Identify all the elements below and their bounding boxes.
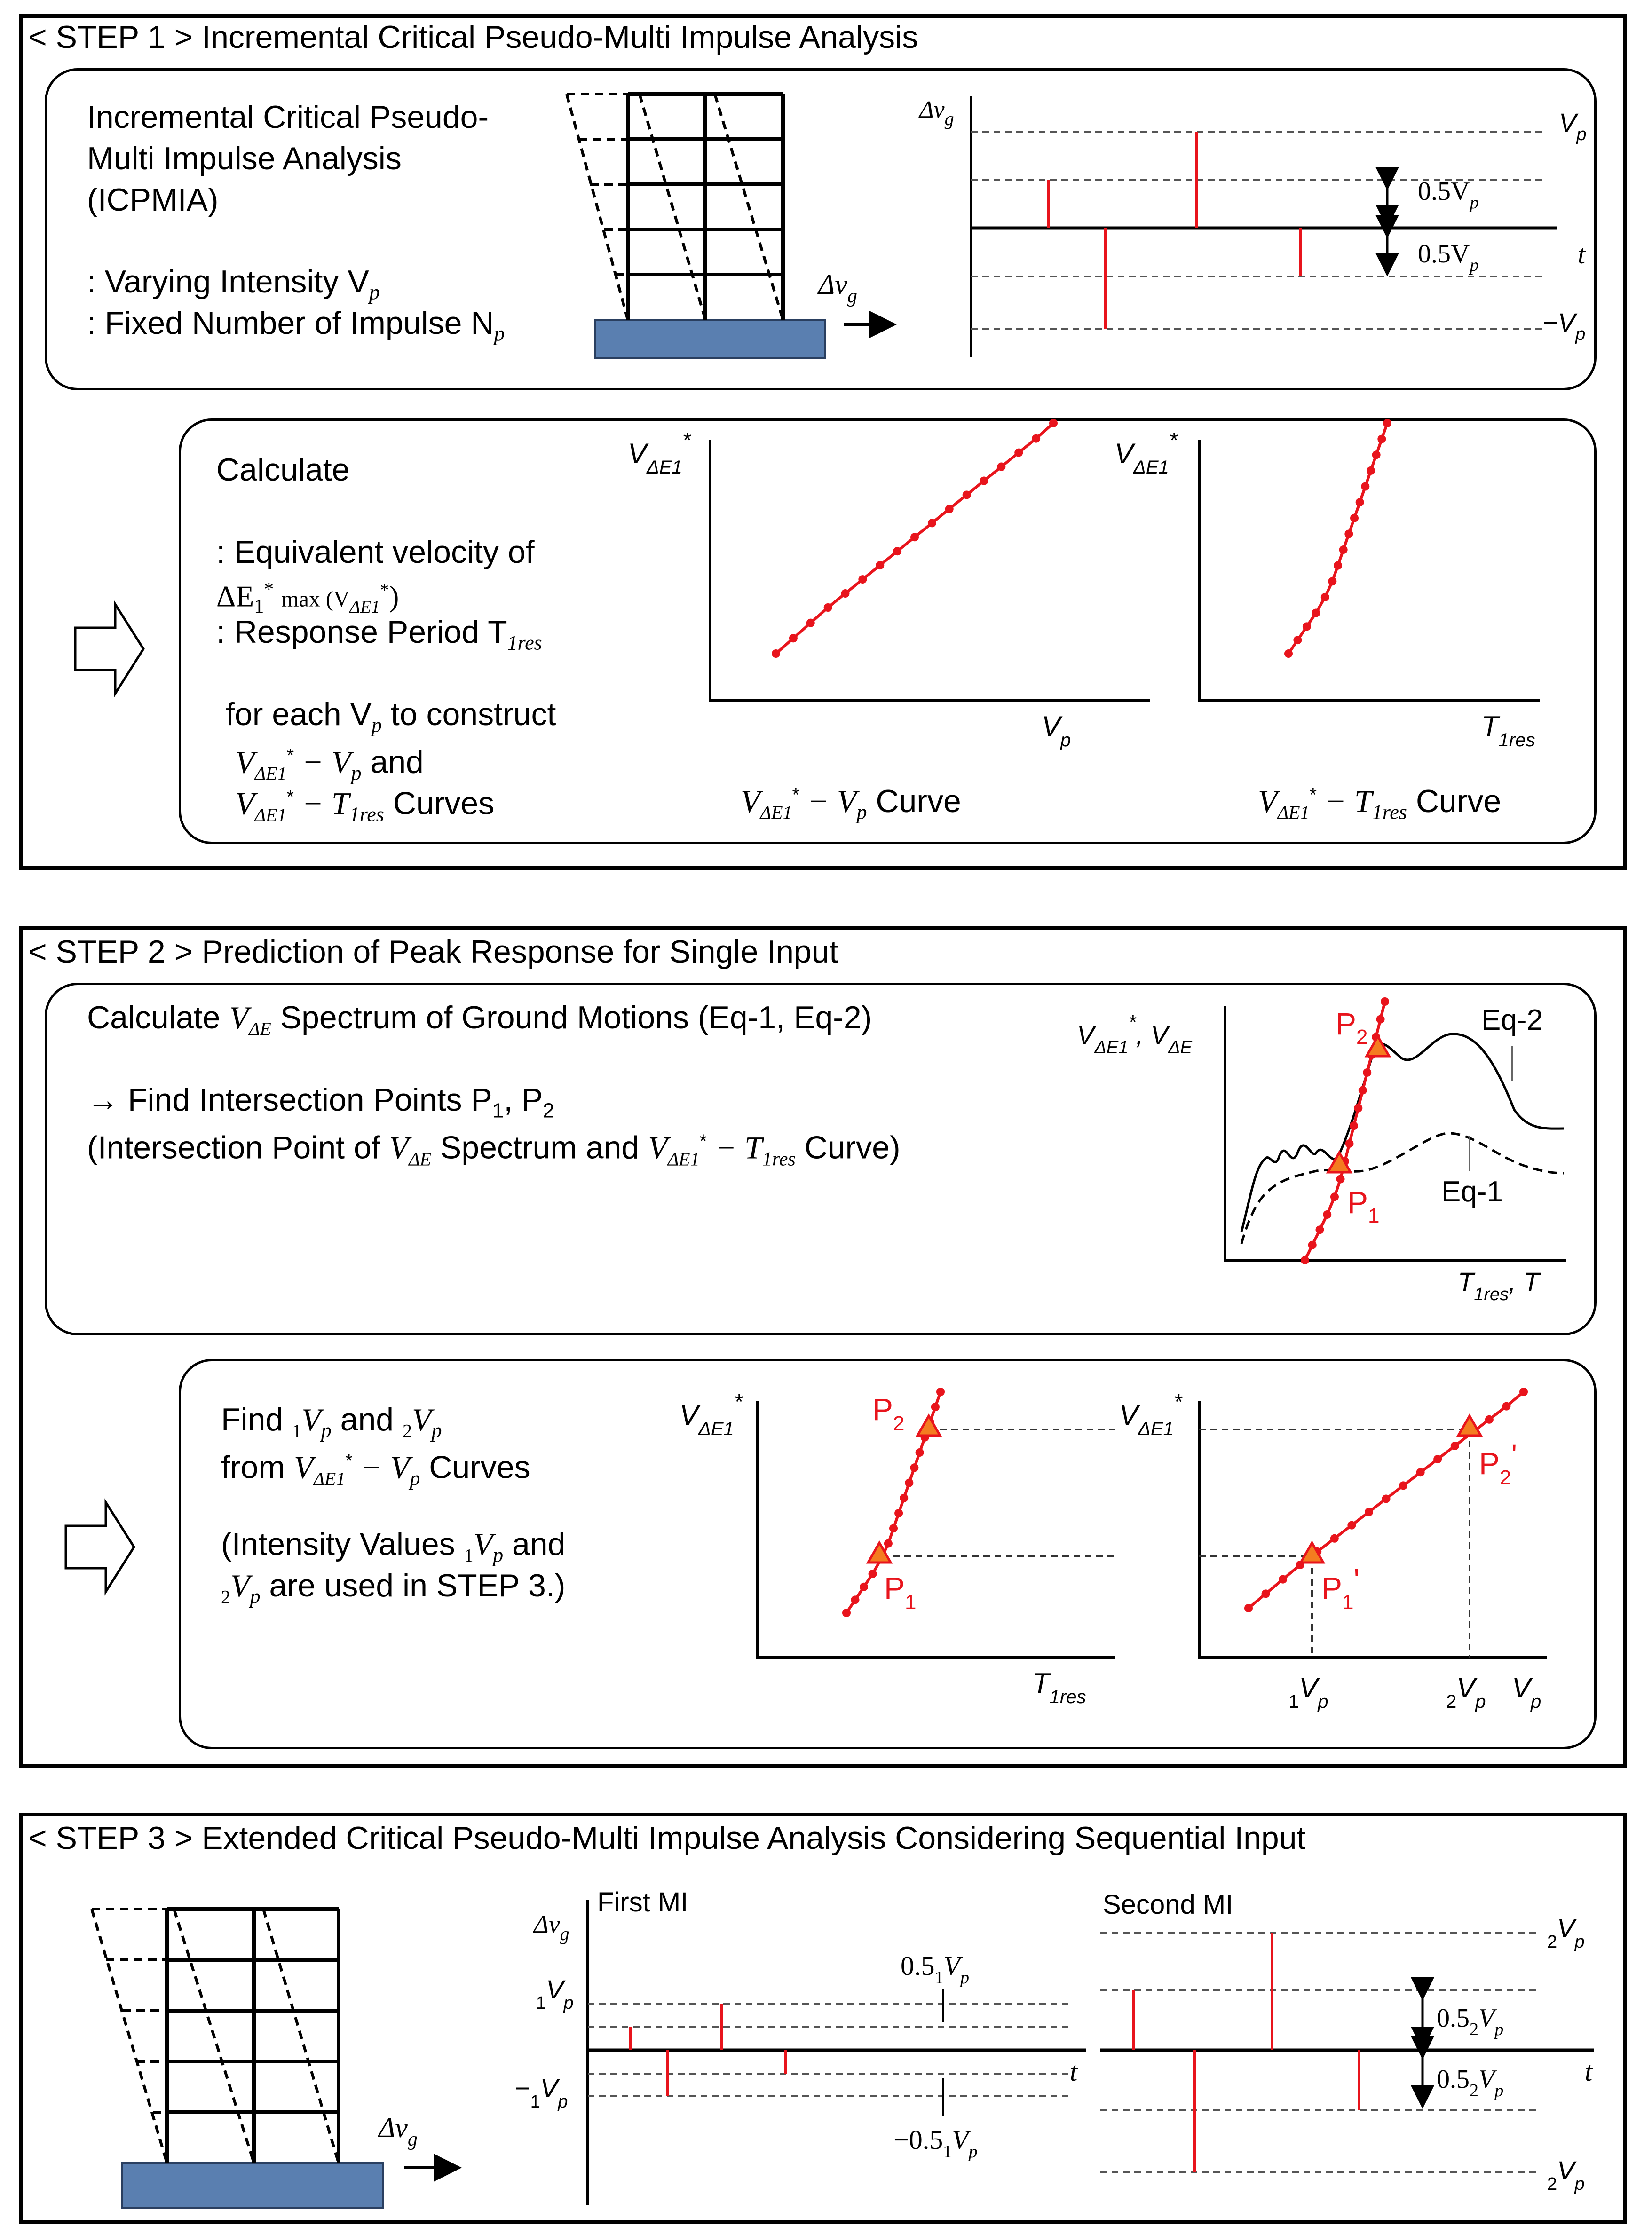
step2-chart1-point — [916, 1448, 924, 1457]
step2-chart2-point — [1451, 1442, 1459, 1450]
step1-chart1-point — [841, 589, 850, 598]
step2-chart2-point — [1330, 1534, 1339, 1543]
step1-chart2-point — [1350, 514, 1359, 522]
step1-heading-line2: Multi Impulse Analysis — [87, 141, 402, 176]
step3-second-chart — [1100, 1933, 1594, 2172]
step1-calc-item1: : Equivalent velocity of — [216, 534, 535, 570]
step1-chart1 — [710, 419, 1150, 701]
step3-second-half-lower: $0.5_2V_p$ — [1437, 2065, 1504, 2100]
step1-calc-heading: Calculate — [216, 452, 350, 488]
step2-spectrum-p2-label: $P_2$ — [1336, 1006, 1368, 1049]
step2-chart1-point — [860, 1583, 868, 1591]
step2-chart2-p1-label: $P_1'$ — [1321, 1562, 1360, 1614]
step1-ground-motion-label: $\Delta v_g$ — [818, 269, 857, 307]
step1-heading-line1: Incremental Critical Pseudo- — [87, 99, 489, 135]
step2-chart1-point — [869, 1570, 877, 1578]
step3-title: < STEP 3 > Extended Critical Pseudo-Multi Impulse Analysis Considering Sequential Input — [28, 1820, 1306, 1856]
step1-chart2-point — [1321, 593, 1329, 601]
step3-second-level-bottom: $_2V_p$ — [1547, 2155, 1585, 2194]
step2-spectrum-p1-label: $P_1$ — [1347, 1185, 1380, 1227]
step2-chart1-point — [884, 1539, 893, 1548]
step2-spectrum-point — [1381, 997, 1389, 1006]
step2-chart1-point — [936, 1388, 945, 1396]
step2-chart1-p2-label: $P_2$ — [872, 1392, 905, 1435]
step1-level-bottom-label: $-V_p$ — [1542, 308, 1586, 344]
step3-first-heading: First MI — [597, 1887, 688, 1918]
step1-chart1-point — [806, 619, 815, 627]
step1-chart1-point — [963, 490, 971, 499]
step1-chart2-point — [1356, 498, 1364, 506]
step1-chart2-axes — [1199, 440, 1540, 701]
step1-chart1-point — [910, 533, 919, 541]
step2-spectrum-ylabel: $V_{\Delta E1}^*$, $V_{\Delta E}$ — [1077, 1011, 1193, 1058]
step1-chart1-point — [824, 603, 832, 612]
step3-ground-motion-label: $\Delta v_g$ — [379, 2112, 418, 2150]
step1-chart1-point — [893, 547, 901, 555]
step2-spectrum-point — [1323, 1210, 1331, 1219]
step1-for-each: for each $V_p$ to construct — [226, 696, 556, 737]
step2-chart2-point — [1485, 1415, 1494, 1424]
step1-chart2-xlabel: $T_{1res}$ — [1481, 710, 1535, 750]
step3-second-heading: Second MI — [1103, 1889, 1233, 1920]
eq1-spectrum-line — [1241, 1133, 1564, 1244]
step2-chart2-tick1: $_1V_p$ — [1288, 1672, 1328, 1712]
step1-chart2-point — [1361, 482, 1369, 491]
step2-chart2 — [1199, 1388, 1547, 1658]
step2-spectrum-point — [1301, 1256, 1309, 1264]
step2-chart1-p2-marker — [917, 1416, 940, 1436]
step1-hollow-arrow — [75, 604, 143, 694]
step2-title: < STEP 2 > Prediction of Peak Response for Single Input — [28, 934, 838, 970]
step1-chart1-point — [772, 649, 780, 658]
step2-chart2-tick2: $_2V_p$ — [1446, 1672, 1486, 1712]
step3-first-chart — [588, 1900, 1086, 2205]
step1-chart1-point — [1049, 419, 1058, 427]
step2-spectrum-point — [1336, 1175, 1345, 1183]
step1-chart1-xlabel: $V_p$ — [1042, 710, 1071, 750]
step1-curve2-label: $V_{\Delta E1}^* - T_{1res}$ Curves — [235, 785, 495, 826]
step2-chart2-p2-marker — [1458, 1416, 1481, 1436]
step1-chart2-point — [1293, 636, 1302, 644]
step1-chart1-ylabel: $V_{\Delta E1}^*$ — [628, 428, 691, 478]
step1-chart2-point — [1339, 545, 1348, 554]
step2-spectrum-xlabel: $T_{1res}$, T — [1458, 1267, 1540, 1304]
step1-chart1-point — [928, 519, 936, 527]
step1-level-top-label: $V_p$ — [1559, 108, 1587, 144]
step2-spectrum-point — [1363, 1068, 1371, 1077]
step2-bottom-line4: $_2V_p$ are used in STEP 3.) — [221, 1568, 566, 1608]
step2-spectrum-point — [1315, 1225, 1324, 1234]
step1-impulse-chart — [971, 96, 1557, 357]
step2-chart2-p2-label: $P_2'$ — [1479, 1437, 1518, 1489]
step2-chart1-point — [842, 1609, 851, 1617]
step2-spectrum-point — [1345, 1139, 1353, 1148]
step2-chart2-point — [1382, 1494, 1391, 1503]
step1-chart2-point — [1344, 529, 1353, 538]
step1-chart1-axes — [710, 440, 1150, 701]
step1-bullet-intensity: : Varying Intensity $V_p$ — [87, 264, 380, 304]
step1-chart2 — [1199, 419, 1540, 701]
step2-bottom-line3: (Intensity Values $_1V_p$ and — [221, 1526, 566, 1567]
step2-spectrum-point — [1359, 1086, 1367, 1095]
step1-chart2-point — [1383, 419, 1391, 427]
step3-first-yaxis-label: $\Delta v_g$ — [534, 1910, 569, 1944]
step2-top-line1: Calculate $V_{\Delta E}$ Spectrum of Ground Motions (Eq-1, Eq-2) — [87, 1000, 872, 1040]
step2-chart2-point — [1244, 1604, 1253, 1612]
eq2-label: Eq-2 — [1481, 1004, 1543, 1036]
step2-spectrum-point — [1376, 1015, 1385, 1024]
step2-chart1-axes — [757, 1401, 1115, 1658]
step1-chart1-point — [876, 561, 884, 569]
step1-chart2-point — [1284, 649, 1293, 658]
eq2-spectrum-line — [1241, 1034, 1564, 1232]
step2-chart1 — [757, 1388, 1115, 1658]
step1-calc-item1-formula: $\Delta E_1^*$ $\max (V_{\Delta E1}^*)$ — [216, 579, 399, 618]
step2-chart2-point — [1347, 1521, 1356, 1530]
step1-chart2-point — [1312, 609, 1320, 617]
step2-chart1-point — [851, 1595, 860, 1604]
step2-chart2-xlabel: $V_p$ — [1512, 1672, 1541, 1712]
step1-calc-item2: : Response Period $T_{1res}$ — [216, 614, 542, 655]
step1-chart2-point — [1377, 435, 1386, 443]
step2-chart2-axes — [1199, 1401, 1547, 1658]
step1-building — [567, 94, 891, 358]
step1-chart-yaxis-label: $\Delta v_g$ — [919, 96, 954, 129]
step1-curve1-label: $V_{\Delta E1}^* - V_p$ and — [235, 744, 424, 785]
step1-chart1-point — [945, 505, 954, 513]
step1-half-upper-label: $0.5V_p$ — [1418, 177, 1479, 213]
step3-second-time-label: t — [1585, 2056, 1593, 2087]
step1-heading-line3: (ICPMIA) — [87, 182, 219, 218]
step2-chart2-ylabel: $V_{\Delta E1}^*$ — [1119, 1389, 1182, 1439]
step2-chart2-point — [1519, 1388, 1528, 1396]
step1-chart2-point — [1372, 450, 1381, 459]
step1-chart2-point — [1334, 561, 1342, 570]
step1-chart1-point — [980, 477, 988, 485]
step3-second-half-upper: $0.5_2V_p$ — [1437, 2004, 1504, 2039]
step2-chart1-point — [900, 1494, 908, 1502]
step1-ground-slab — [595, 320, 825, 358]
step2-spectrum-point — [1330, 1192, 1339, 1201]
step1-chart2-point — [1328, 577, 1336, 585]
step2-chart2-point — [1416, 1468, 1425, 1476]
step1-title: < STEP 1 > Incremental Critical Pseudo-Multi Impulse Analysis — [28, 19, 918, 55]
step1-chart2-series-line — [1288, 423, 1387, 654]
step2-spectrum-chart — [1225, 997, 1566, 1264]
step1-chart2-point — [1367, 466, 1375, 475]
step1-chart1-point — [1014, 449, 1023, 457]
step2-chart1-point — [910, 1463, 918, 1472]
step2-top-line2: → Find Intersection Points $P_1$, $P_2$ — [87, 1082, 554, 1122]
step1-chart1-point — [789, 634, 798, 642]
step1-chart2-caption: $V_{\Delta E1}^* - T_{1res}$ Curve — [1258, 783, 1502, 824]
step3-ground-slab — [122, 2163, 383, 2208]
step2-chart2-point — [1365, 1508, 1373, 1516]
step2-chart1-p1-label: $P_1$ — [884, 1571, 917, 1614]
step2-chart1-point — [905, 1479, 913, 1487]
step3-first-half-bottom: $-0.5_1V_p$ — [893, 2124, 978, 2162]
step3-first-half-top: $0.5_1V_p$ — [901, 1950, 969, 1988]
step1-chart2-ylabel: $V_{\Delta E1}^*$ — [1115, 428, 1178, 478]
step2-chart1-xlabel: $T_{1res}$ — [1032, 1667, 1086, 1707]
step2-spectrum-axes — [1225, 1006, 1566, 1260]
step1-bullet-number: : Fixed Number of Impulse $N_p$ — [87, 305, 505, 346]
step1-time-label: t — [1578, 239, 1586, 269]
step2-chart1-point — [894, 1509, 903, 1517]
step2-chart1-point — [889, 1524, 898, 1532]
step3-first-time-label: t — [1070, 2056, 1078, 2087]
step2-chart2-point — [1502, 1402, 1510, 1411]
step2-spectrum-point — [1350, 1121, 1358, 1130]
step2-chart2-point — [1262, 1589, 1270, 1598]
step1-half-lower-label: $0.5V_p$ — [1418, 239, 1479, 275]
step2-chart1-ylabel: $V_{\Delta E1}^*$ — [680, 1389, 743, 1439]
step1-chart1-point — [1032, 434, 1040, 443]
step2-spectrum-point — [1354, 1104, 1362, 1112]
step1-chart2-point — [1303, 622, 1311, 631]
step1-chart1-caption: $V_{\Delta E1}^* - V_p$ Curve — [741, 783, 961, 824]
step3-building — [92, 1909, 456, 2208]
step2-hollow-arrow — [66, 1502, 134, 1592]
step2-top-line3: (Intersection Point of $V_{\Delta E}$ Spectrum and $V_{\Delta E1}^* - T_{1res}$ Curve) — [87, 1129, 901, 1170]
step2-spectrum-point — [1308, 1241, 1317, 1249]
step2-chart2-point — [1399, 1481, 1407, 1490]
step2-chart2-point — [1279, 1575, 1287, 1584]
step3-first-level-top: $_1V_p$ — [536, 1974, 574, 2013]
step2-bottom-line2: from $V_{\Delta E1}^* - V_p$ Curves — [221, 1449, 530, 1490]
step3-first-level-bottom: $-_1V_p$ — [515, 2073, 568, 2112]
step1-chart1-point — [858, 575, 867, 584]
step2-chart1-point — [931, 1403, 940, 1411]
step2-bottom-line1: Find $_1V_p$ and $_2V_p$ — [221, 1402, 442, 1442]
step3-second-level-top: $_2V_p$ — [1547, 1913, 1585, 1952]
eq1-label: Eq-1 — [1441, 1176, 1503, 1208]
step1-chart1-point — [997, 463, 1005, 471]
step2-chart2-point — [1433, 1455, 1442, 1463]
